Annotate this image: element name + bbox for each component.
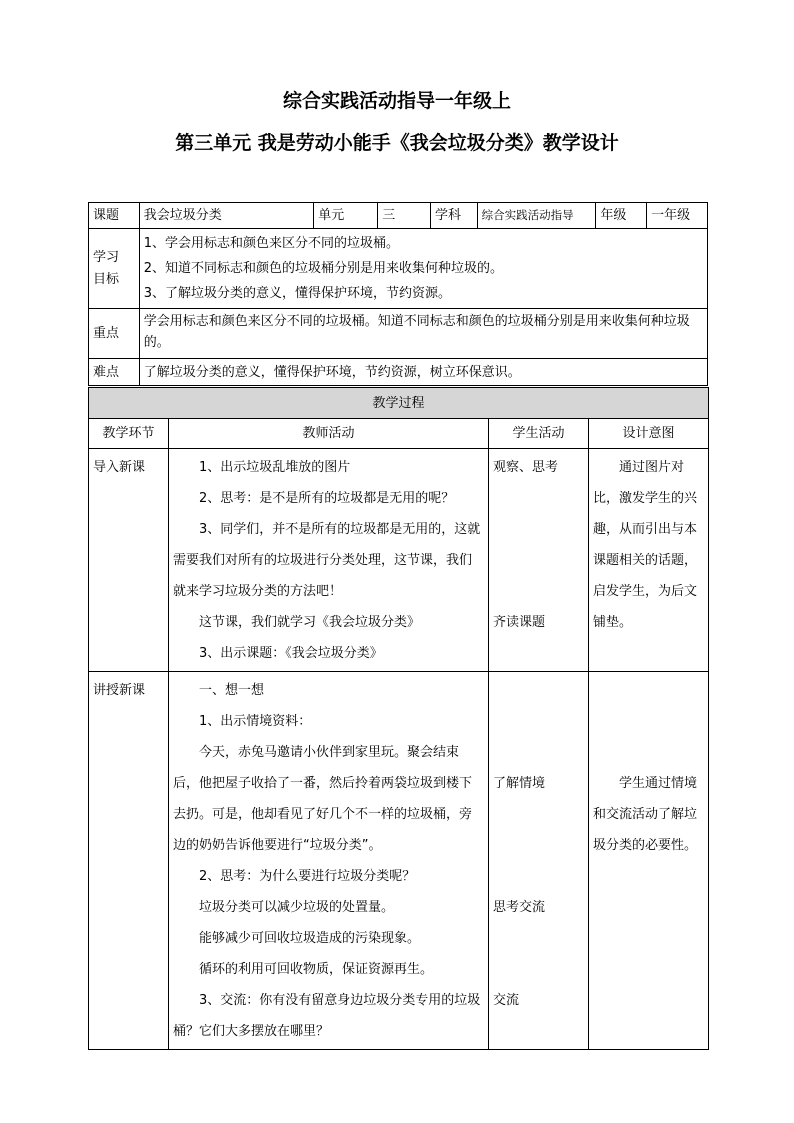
design-intent-new: [589, 672, 709, 1050]
column-header: 学生活动: [489, 419, 589, 449]
teacher-step: 今天，赤兔马邀请小伙伴到家里玩。聚会结束后，他把屋子收拾了一番，然后拎着两袋垃圾到楼下去扔。可是，他却看见了好几个不一样的垃圾桶，旁边的奶奶告诉他要进行“垃圾分类”。: [173, 745, 473, 853]
column-header: 教学环节: [89, 419, 169, 449]
stage-intro: [89, 449, 169, 672]
student-step: 交流: [493, 993, 520, 1008]
teacher-step: 2、思考：为什么要进行垃圾分类呢？: [199, 869, 416, 884]
teacher-activity-intro: [169, 449, 489, 672]
student-activity-intro: [489, 449, 589, 672]
key-label: 重点: [89, 309, 140, 359]
student-step: 齐读课题: [493, 615, 546, 630]
stage-new: [89, 672, 169, 1050]
intent-text: 学生通过情境和交流活动了解垃圾分类的必要性。: [593, 776, 698, 853]
student-step: 了解情境: [493, 776, 546, 791]
stage-label: 讲授新课: [93, 683, 146, 698]
goal-item: 3、了解垃圾分类的意义，懂得保护环境，节约资源。: [143, 286, 452, 301]
teacher-step: 这节课，我们就学习《我会垃圾分类》: [199, 615, 421, 630]
grade-value: 一年级: [647, 203, 708, 229]
column-header: 教师活动: [169, 419, 489, 449]
design-intent-intro: [589, 449, 709, 672]
table-row: [89, 672, 709, 1050]
subject-label: 学科: [430, 203, 477, 229]
teacher-step: 循环的利用可回收物质，保证资源再生。: [199, 962, 434, 977]
teacher-step: 垃圾分类可以减少垃圾的处置量。: [199, 900, 395, 915]
goals-cell: [139, 229, 707, 309]
student-step: 思考交流: [493, 900, 546, 915]
teacher-step: 2、思考：是不是所有的垃圾都是无用的呢？: [199, 491, 455, 506]
stage-label: 导入新课: [93, 460, 146, 475]
unit-value: 三: [378, 203, 431, 229]
teacher-step: 一、想一想: [199, 683, 265, 698]
goals-label: [89, 229, 140, 309]
goal-item: 2、知道不同标志和颜色的垃圾桶分别是用来收集何种垃圾的。: [143, 261, 504, 276]
teacher-step: 3、同学们，并不是所有的垃圾都是无用的，这就需要我们对所有的垃圾进行分类处理，这节课，我们就来学习垃圾分类的方法吧！: [173, 522, 481, 599]
key-points: 学会用标志和颜色来区分不同的垃圾桶。知道不同标志和颜色的垃圾桶分别是用来收集何种垃圾的。: [139, 309, 707, 359]
topic-label: 课题: [89, 203, 140, 229]
table-row: [89, 449, 709, 672]
goals-label-line: 目标: [93, 271, 120, 287]
student-step: 观察、思考: [493, 460, 559, 475]
process-heading: 教学过程: [89, 388, 709, 419]
teacher-step: 3、出示课题：《我会垃圾分类》: [199, 646, 383, 661]
teacher-step: 1、出示情境资料：: [199, 714, 312, 729]
goals-label-line: 学习: [93, 249, 120, 265]
teaching-process-table: [88, 387, 709, 1050]
teacher-step: 3、交流：你有没有留意身边垃圾分类专用的垃圾桶？它们大多摆放在哪里？: [173, 993, 481, 1039]
intent-text: 通过图片对比，激发学生的兴趣，从而引出与本课题相关的话题，启发学生，为后文铺垫。: [593, 460, 698, 630]
difficulty-label: 难点: [89, 359, 140, 386]
teacher-activity-new: [169, 672, 489, 1050]
difficulty-points: 了解垃圾分类的意义，懂得保护环境，节约资源，树立环保意识。: [139, 359, 707, 386]
column-header: 设计意图: [589, 419, 709, 449]
lesson-info-table: [88, 202, 708, 386]
teacher-step: 能够减少可回收垃圾造成的污染现象。: [199, 931, 421, 946]
goal-item: 1、学会用标志和颜色来区分不同的垃圾桶。: [143, 236, 400, 251]
document-title: 综合实践活动指导一年级上: [282, 90, 511, 112]
teacher-step: 1、出示垃圾乱堆放的图片: [199, 460, 351, 475]
grade-label: 年级: [596, 203, 647, 229]
unit-label: 单元: [314, 203, 378, 229]
student-activity-new: [489, 672, 589, 1050]
topic-value: 我会垃圾分类: [139, 203, 314, 229]
subject-value: 综合实践活动指导: [477, 203, 596, 229]
document-subtitle: 第三单元 我是劳动小能手《我会垃圾分类》教学设计: [175, 132, 619, 154]
